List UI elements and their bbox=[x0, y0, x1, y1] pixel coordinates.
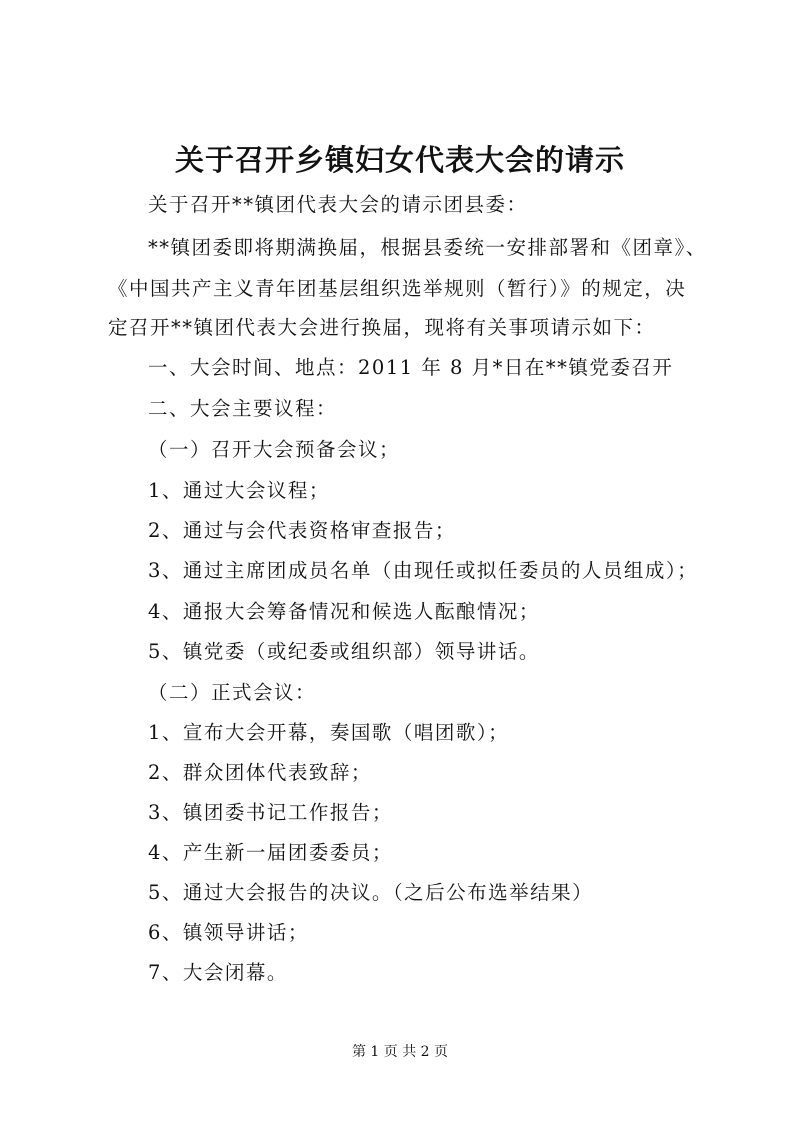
intro-line-2: 《中国共产主义青年团基层组织选举规则（暂行）》的规定，决 bbox=[108, 277, 687, 300]
prep-item-3: 3、通过主席团成员名单（由现任或拟任委员的人员组成）； bbox=[148, 559, 699, 582]
prep-meeting-heading: （一）召开大会预备会议； bbox=[148, 438, 401, 461]
formal-item-6: 6、镇领导讲话； bbox=[148, 921, 309, 944]
page-number-footer: 第 1 页 共 2 页 bbox=[351, 1044, 449, 1060]
formal-item-7: 7、大会闭幕。 bbox=[148, 961, 288, 984]
formal-item-1: 1、宣布大会开幕，奏国歌（唱团歌）； bbox=[148, 721, 510, 744]
intro-line-3: 定召开**镇团代表大会进行换届，现将有关事项请示如下： bbox=[108, 316, 656, 339]
prep-item-1: 1、通过大会议程； bbox=[148, 479, 330, 502]
formal-meeting-heading: （二）正式会议： bbox=[148, 681, 317, 704]
formal-item-5: 5、通过大会报告的决议。（之后公布选举结果） bbox=[148, 881, 594, 904]
intro-line-1: **镇团委即将期满换届，根据县委统一安排部署和《团章》、 bbox=[148, 236, 707, 259]
section-2-agenda-heading: 二、大会主要议程： bbox=[148, 397, 338, 420]
section-1-time-place: 一、大会时间、地点：2011 年 8 月*日在**镇党委召开 bbox=[148, 356, 674, 379]
formal-item-4: 4、产生新一届团委委员； bbox=[148, 841, 393, 864]
formal-item-2: 2、群众团体代表致辞； bbox=[148, 761, 372, 784]
greeting-line: 关于召开**镇团代表大会的请示团县委： bbox=[148, 193, 528, 216]
prep-item-4: 4、通报大会筹备情况和候选人酝酿情况； bbox=[148, 600, 540, 623]
document-title: 关于召开乡镇妇女代表大会的请示 bbox=[174, 143, 625, 177]
prep-item-2: 2、通过与会代表资格审查报告； bbox=[148, 519, 456, 542]
formal-item-3: 3、镇团委书记工作报告； bbox=[148, 801, 393, 824]
prep-item-5: 5、镇党委（或纪委或组织部）领导讲话。 bbox=[148, 640, 540, 663]
